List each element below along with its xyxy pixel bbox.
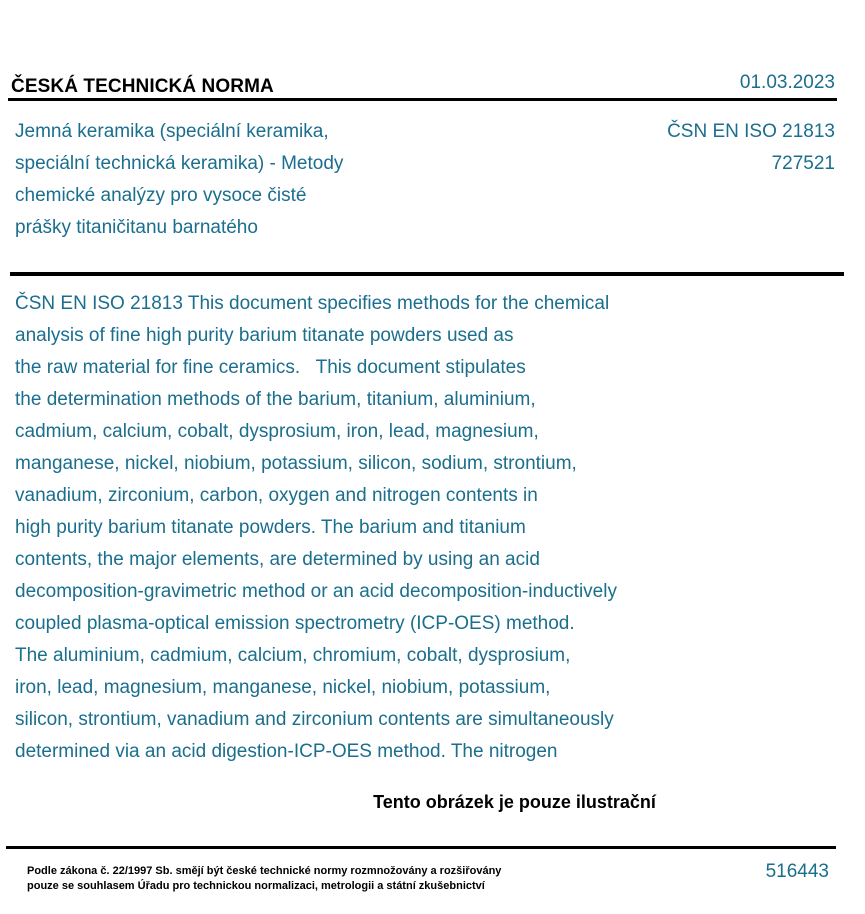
document-id: 516443 xyxy=(765,861,829,882)
standard-title xyxy=(15,116,435,244)
legal-notice-line: Podle zákona č. 22/1997 Sb. smějí být české technické normy rozmnožovány a rozšiřovány xyxy=(27,865,502,877)
standard-title-line: chemické analýzy pro vysoce čisté xyxy=(15,185,307,206)
standard-title-line: prášky titaničitanu barnatého xyxy=(15,217,258,238)
abstract-line: ČSN EN ISO 21813 This document specifies methods for the chemical xyxy=(15,293,610,314)
abstract-line: iron, lead, magnesium, manganese, nickel, niobium, potassium, xyxy=(15,677,551,698)
abstract-line: decomposition-gravimetric method or an acid decomposition-inductively xyxy=(15,581,617,602)
publication-date: 01.03.2023 xyxy=(739,72,835,93)
standard-title-line: speciální technická keramika) - Metody xyxy=(15,153,344,174)
illustration-notice: Tento obrázek je pouze ilustrační xyxy=(373,792,656,812)
classification-code: 727521 xyxy=(771,153,835,174)
abstract-line: analysis of fine high purity barium titanate powders used as xyxy=(15,325,514,346)
standard-number: ČSN EN ISO 21813 xyxy=(667,121,835,142)
abstract-line: manganese, nickel, niobium, potassium, silicon, sodium, strontium, xyxy=(15,453,577,474)
header-divider xyxy=(8,98,837,101)
standard-title-line: Jemná keramika (speciální keramika, xyxy=(15,121,329,142)
title-divider xyxy=(10,272,844,276)
legal-notice xyxy=(27,864,501,894)
abstract-line: coupled plasma-optical emission spectrometry (ICP-OES) method. xyxy=(15,613,575,634)
abstract-line: high purity barium titanate powders. The barium and titanium xyxy=(15,517,526,538)
abstract-line: silicon, strontium, vanadium and zirconium contents are simultaneously xyxy=(15,709,614,730)
abstract-line: vanadium, zirconium, carbon, oxygen and nitrogen contents in xyxy=(15,485,538,506)
abstract-line: The aluminium, cadmium, calcium, chromium, cobalt, dysprosium, xyxy=(15,645,571,666)
abstract-text xyxy=(15,288,735,768)
abstract-line: determined via an acid digestion-ICP-OES method. The nitrogen xyxy=(15,741,558,762)
abstract-line: the raw material for fine ceramics. This document stipulates xyxy=(15,357,526,378)
footer-divider xyxy=(6,846,836,849)
norm-header-title: ČESKÁ TECHNICKÁ NORMA xyxy=(11,76,274,97)
legal-notice-line: pouze se souhlasem Úřadu pro technickou normalizaci, metrologii a státní zkušebnictví xyxy=(27,880,485,892)
abstract-line: contents, the major elements, are determined by using an acid xyxy=(15,549,540,570)
abstract-line: cadmium, calcium, cobalt, dysprosium, iron, lead, magnesium, xyxy=(15,421,539,442)
abstract-line: the determination methods of the barium, titanium, aluminium, xyxy=(15,389,536,410)
standard-identifier xyxy=(667,116,835,180)
